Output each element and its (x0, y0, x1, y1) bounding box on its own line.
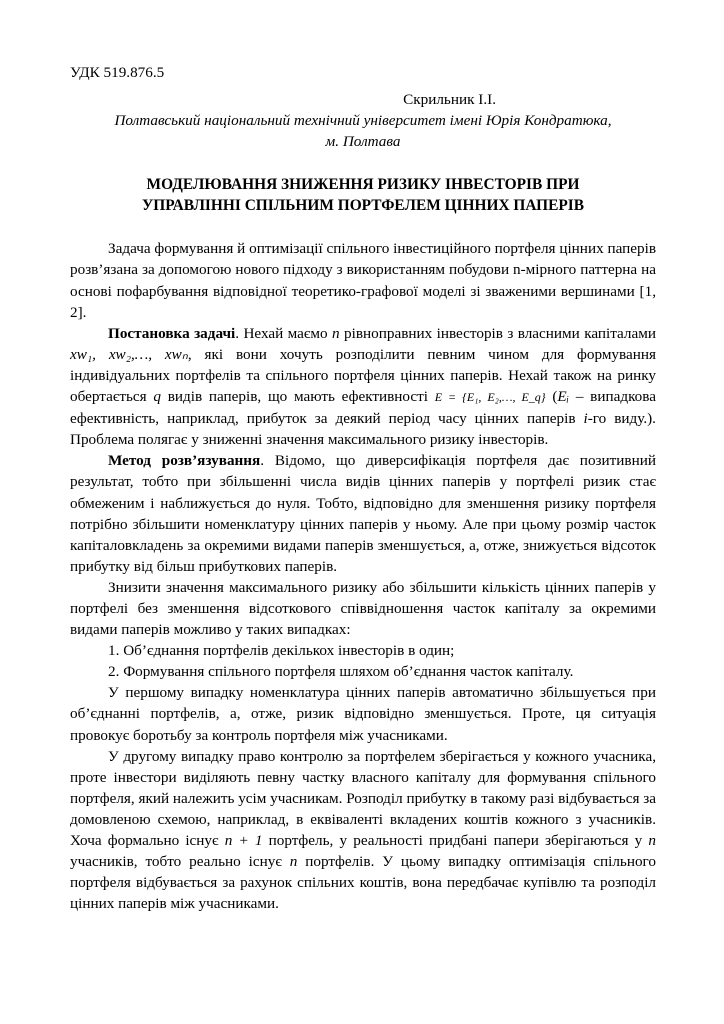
var-q: q (153, 388, 161, 406)
paragraph-cases: Знизити значення максимального ризику або збільшити кількість цінних паперів у портфелі без зменшення відсоткового співвідношення часток капіталу за окремими видами паперів можливо у таких випадках: (70, 578, 656, 639)
paragraph-first-case: У першому випадку номенклатура цінних паперів автоматично збільшується при об’єднанні портфелів, а, отже, ризик відповідно зменшується. Проте, ця ситуація провокує боротьбу за контроль портфеля між учасниками. (70, 684, 656, 744)
affiliation-line-1: Полтавський національний технічний університет імені Юрія Кондратюка, (114, 112, 612, 130)
second-case-text-b: портфель, у реальності придбані папери зберігаються у (262, 832, 649, 849)
var-ei: Eᵢ (557, 388, 570, 406)
author-name: Скрильник І.І. (403, 91, 496, 109)
var-n-2: n (648, 832, 657, 849)
paragraph-second-case (70, 746, 656, 915)
second-case-text-d: портфелів. У цьому випадку оптимізація спільного портфеля відбувається за рахунок спільних коштів, вона передбачає купівлю та розподіл цінних паперів між учасниками. (70, 853, 656, 913)
title-line-1: МОДЕЛЮВАННЯ ЗНИЖЕННЯ РИЗИКУ ІНВЕСТОРІВ ПРИ (146, 176, 580, 194)
paper-page (70, 62, 656, 914)
second-case-text-c: учасників, тобто реально існує (70, 853, 290, 871)
method-heading: Метод розв’язування (108, 452, 261, 470)
title-line-2: УПРАВЛІННІ СПІЛЬНИМ ПОРТФЕЛЕМ ЦІННИХ ПАПЕРІВ (141, 197, 585, 215)
var-n: n (332, 324, 340, 342)
second-case-text-a: У другому випадку право контролю за портфелем зберігається у кожного учасника, проте інвестори виділяють певну частку власного капіталу для формування спільного портфеля, який належить усім учасникам. Розподіл прибутку в такому разі відбувається за домовленою схемою, наприклад, в еквіваленті вкладених коштів кожного з учасників. Хоча формально існує (70, 747, 656, 849)
capital-formula: xw₁, xw₂,…, xwₙ (70, 345, 188, 363)
method-text: . Відомо, що диверсифікація портфеля дає позитивний результат, тобто при збільшенні числа видів цінних паперів у портфелі ризик стає обмеженим і наближується до нуля. Тобто, відповідно для зменшення ризику портфеля потрібно збільшити номенклатуру цінних паперів у ньому. Але при цьому розмір часток капіталовкладень за окремими видами паперів зменшується, а, отже, знижується відсоток прибутку від більш прибуткових паперів. (70, 452, 656, 575)
var-n-3: n (289, 853, 298, 871)
paragraph-problem-statement (70, 323, 656, 451)
list-item-1: 1. Об’єднання портфелів декількох інвесторів в один; (108, 642, 455, 660)
var-i: i (583, 410, 588, 428)
problem-text-a: . Нехай маємо (235, 324, 333, 342)
problem-text-c: , які вони хочуть розподілити певним чином для формування індивідуальних портфелів та спільного портфеля цінних паперів. Нехай також на ринку обертається (70, 345, 656, 406)
problem-text-b: рівноправних інвесторів з власними капіталами (339, 324, 656, 342)
problem-text-f: – випадкова ефективність, наприклад, прибуток за деякий період часу цінних паперів (70, 388, 656, 428)
problem-text-e: ( (545, 388, 558, 406)
paragraph-method (70, 450, 656, 577)
paper-title (70, 174, 656, 216)
affiliation (70, 110, 656, 152)
list-item-2: 2. Формування спільного портфеля шляхом об’єднання часток капіталу. (108, 663, 574, 681)
problem-text-g: -го виду.). Проблема полягає у зниженні значення максимального ризику інвесторів. (70, 410, 656, 449)
problem-text-d: видів паперів, що мають ефективності (160, 388, 435, 406)
affiliation-line-2: м. Полтава (325, 133, 401, 151)
paragraph-intro: Задача формування й оптимізації спільного інвестиційного портфеля цінних паперів розв’язана за допомогою нового підходу з використанням побудови n-мірного паттерна на основі пофарбування відповідної теоретико-графової моделі зі зваженими вершинами [1, 2]. (70, 240, 656, 321)
udk-code: УДК 519.876.5 (70, 64, 165, 81)
problem-heading: Постановка задачі (108, 324, 236, 342)
var-n-plus-1: n + 1 (224, 832, 263, 849)
efficiency-formula: E = {E₁, E₂,…, E_q} (434, 390, 546, 405)
